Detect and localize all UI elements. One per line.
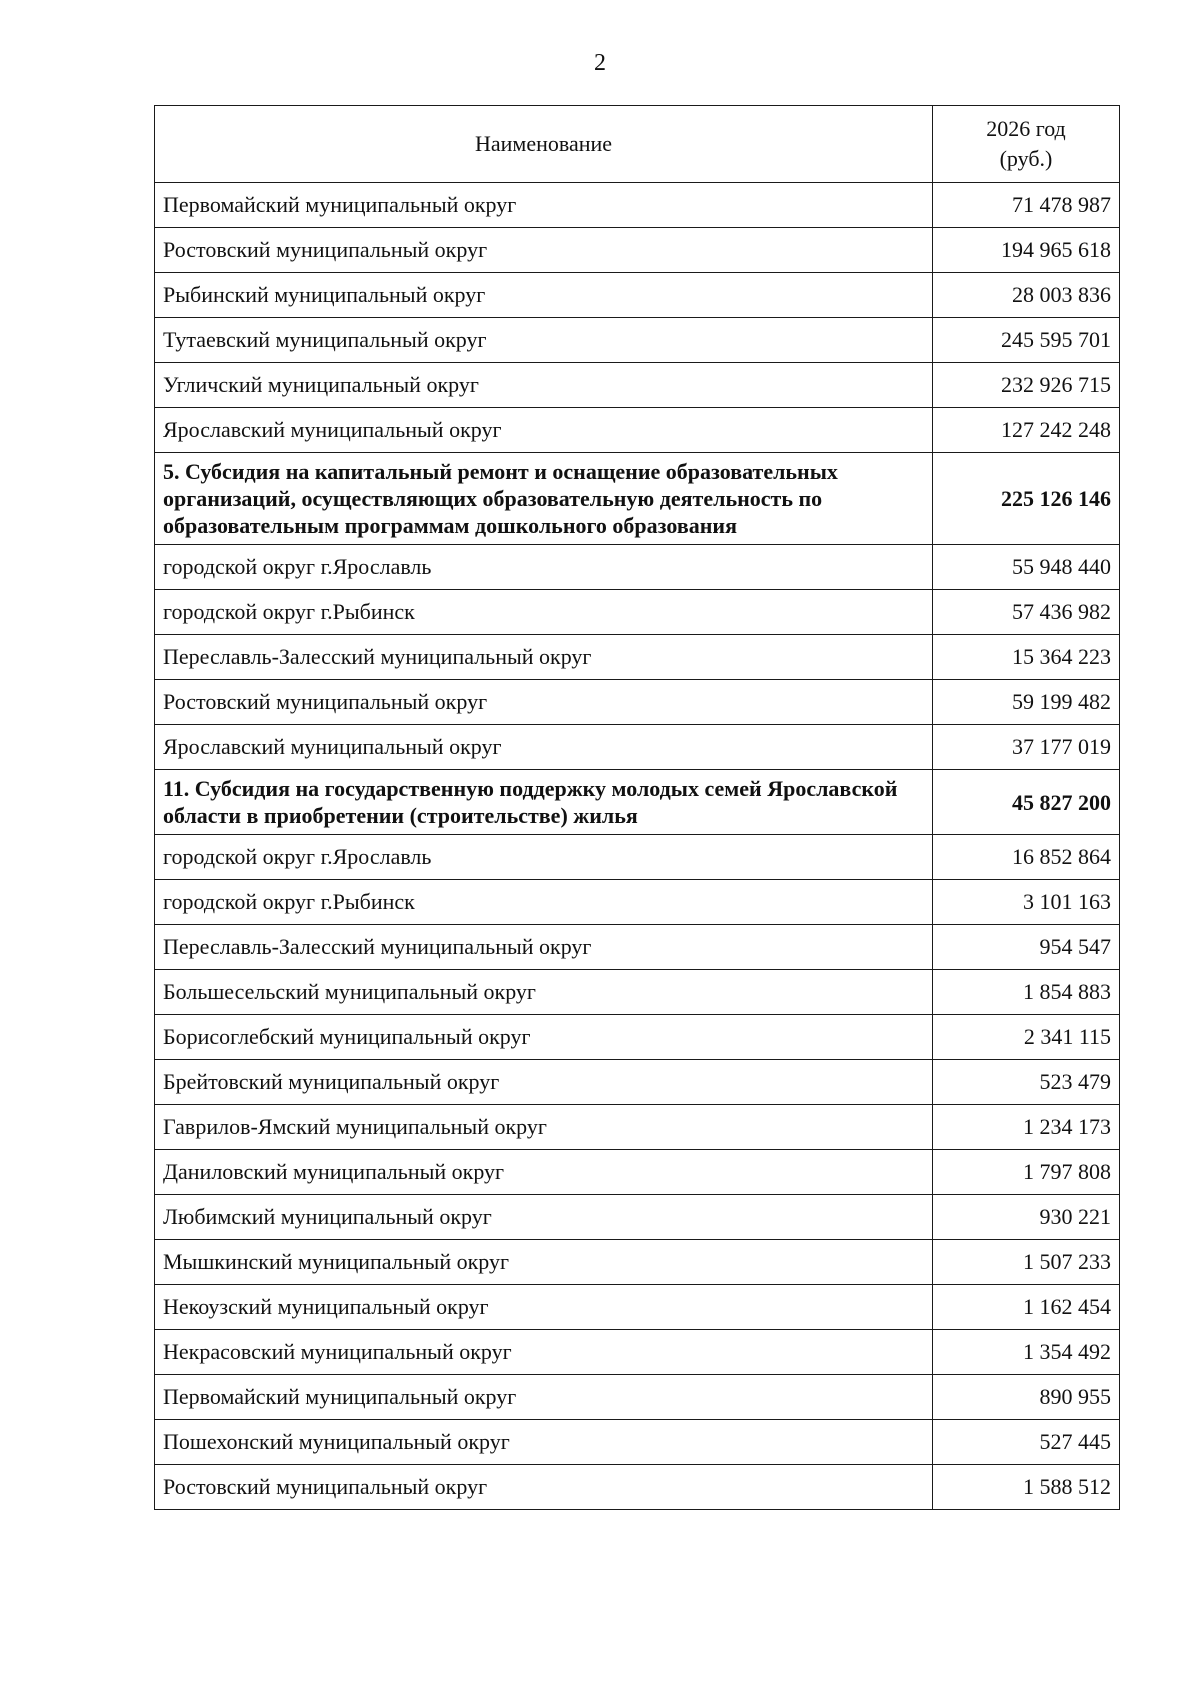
row-name: Ростовский муниципальный округ xyxy=(155,228,933,273)
table-row xyxy=(155,183,1120,228)
table-row xyxy=(155,635,1120,680)
table-row xyxy=(155,545,1120,590)
table-row xyxy=(155,408,1120,453)
row-name: городской округ г.Ярославль xyxy=(155,835,933,880)
row-name: Тутаевский муниципальный округ xyxy=(155,318,933,363)
table-row xyxy=(155,1060,1120,1105)
row-value: 527 445 xyxy=(933,1420,1120,1465)
row-name: Мышкинский муниципальный округ xyxy=(155,1240,933,1285)
section-row xyxy=(155,770,1120,835)
budget-table xyxy=(154,105,1120,1510)
table-header-row xyxy=(155,106,1120,183)
row-name: Любимский муниципальный округ xyxy=(155,1195,933,1240)
row-name: Борисоглебский муниципальный округ xyxy=(155,1015,933,1060)
table-row xyxy=(155,1420,1120,1465)
row-value: 2 341 115 xyxy=(933,1015,1120,1060)
row-value: 15 364 223 xyxy=(933,635,1120,680)
column-header-name: Наименование xyxy=(155,106,933,183)
row-value: 55 948 440 xyxy=(933,545,1120,590)
row-value: 1 234 173 xyxy=(933,1105,1120,1150)
row-value: 232 926 715 xyxy=(933,363,1120,408)
row-name: Гаврилов-Ямский муниципальный округ xyxy=(155,1105,933,1150)
table-row xyxy=(155,273,1120,318)
table-row xyxy=(155,1285,1120,1330)
table-row xyxy=(155,1375,1120,1420)
section-total: 225 126 146 xyxy=(933,453,1120,545)
row-name: Первомайский муниципальный округ xyxy=(155,1375,933,1420)
row-value: 523 479 xyxy=(933,1060,1120,1105)
table-row xyxy=(155,680,1120,725)
row-name: городской округ г.Рыбинск xyxy=(155,880,933,925)
row-value: 28 003 836 xyxy=(933,273,1120,318)
row-name: городской округ г.Рыбинск xyxy=(155,590,933,635)
table-row xyxy=(155,363,1120,408)
table-row xyxy=(155,925,1120,970)
table-row xyxy=(155,1330,1120,1375)
row-value: 954 547 xyxy=(933,925,1120,970)
row-value: 16 852 864 xyxy=(933,835,1120,880)
row-value: 930 221 xyxy=(933,1195,1120,1240)
row-value: 1 588 512 xyxy=(933,1465,1120,1510)
table-body xyxy=(155,183,1120,1510)
row-name: Первомайский муниципальный округ xyxy=(155,183,933,228)
table-row xyxy=(155,880,1120,925)
row-value: 1 507 233 xyxy=(933,1240,1120,1285)
row-name: Ростовский муниципальный округ xyxy=(155,680,933,725)
row-value: 57 436 982 xyxy=(933,590,1120,635)
table-row xyxy=(155,318,1120,363)
row-value: 194 965 618 xyxy=(933,228,1120,273)
row-name: Даниловский муниципальный округ xyxy=(155,1150,933,1195)
section-total: 45 827 200 xyxy=(933,770,1120,835)
table-row xyxy=(155,970,1120,1015)
row-name: Переславль-Залесский муниципальный округ xyxy=(155,925,933,970)
row-value: 890 955 xyxy=(933,1375,1120,1420)
section-row xyxy=(155,453,1120,545)
row-name: Рыбинский муниципальный округ xyxy=(155,273,933,318)
row-name: Пошехонский муниципальный округ xyxy=(155,1420,933,1465)
row-name: Некоузский муниципальный округ xyxy=(155,1285,933,1330)
row-value: 1 797 808 xyxy=(933,1150,1120,1195)
table-row xyxy=(155,835,1120,880)
column-header-year-label: 2026 год xyxy=(986,116,1066,141)
row-value: 1 162 454 xyxy=(933,1285,1120,1330)
table-row xyxy=(155,228,1120,273)
row-name: Переславль-Залесский муниципальный округ xyxy=(155,635,933,680)
row-value: 1 854 883 xyxy=(933,970,1120,1015)
section-title: 11. Субсидия на государственную поддержку молодых семей Ярославской области в приобретении (строительстве) жилья xyxy=(155,770,933,835)
table-row xyxy=(155,1150,1120,1195)
row-name: городской округ г.Ярославль xyxy=(155,545,933,590)
column-header-unit: (руб.) xyxy=(999,146,1053,171)
row-name: Некрасовский муниципальный округ xyxy=(155,1330,933,1375)
row-name: Брейтовский муниципальный округ xyxy=(155,1060,933,1105)
row-value: 71 478 987 xyxy=(933,183,1120,228)
column-header-year xyxy=(933,106,1120,183)
row-name: Ярославский муниципальный округ xyxy=(155,725,933,770)
table-row xyxy=(155,1015,1120,1060)
page-number: 2 xyxy=(594,50,606,76)
row-name: Большесельский муниципальный округ xyxy=(155,970,933,1015)
row-name: Ярославский муниципальный округ xyxy=(155,408,933,453)
row-value: 127 242 248 xyxy=(933,408,1120,453)
table-row xyxy=(155,590,1120,635)
row-value: 1 354 492 xyxy=(933,1330,1120,1375)
table-row xyxy=(155,1195,1120,1240)
row-name: Ростовский муниципальный округ xyxy=(155,1465,933,1510)
table-row xyxy=(155,725,1120,770)
row-value: 3 101 163 xyxy=(933,880,1120,925)
row-value: 59 199 482 xyxy=(933,680,1120,725)
section-title: 5. Субсидия на капитальный ремонт и оснащение образовательных организаций, осуществляющих образовательную деятельность по образовательным программам дошкольного образования xyxy=(155,453,933,545)
row-value: 245 595 701 xyxy=(933,318,1120,363)
row-value: 37 177 019 xyxy=(933,725,1120,770)
table-row xyxy=(155,1465,1120,1510)
row-name: Угличский муниципальный округ xyxy=(155,363,933,408)
table-row xyxy=(155,1105,1120,1150)
table-row xyxy=(155,1240,1120,1285)
